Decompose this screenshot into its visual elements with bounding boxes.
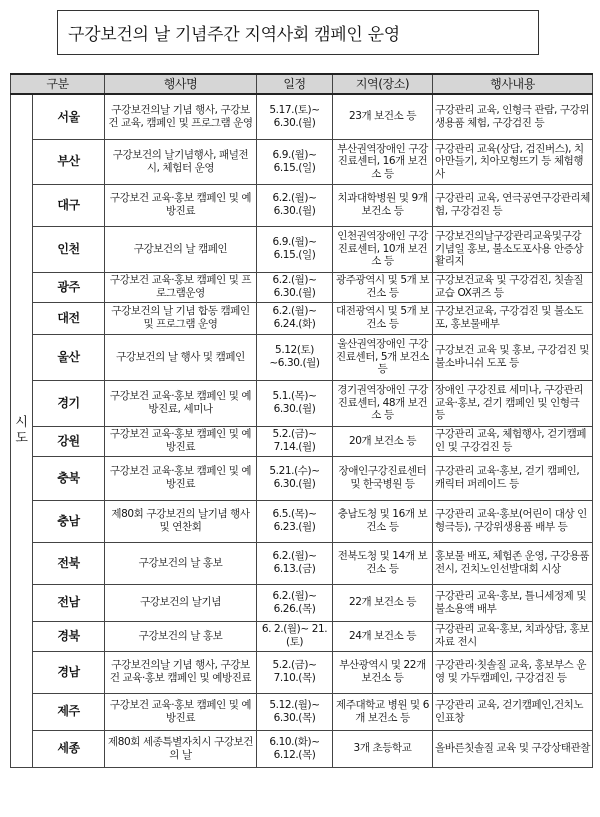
table-row — [11, 730, 593, 767]
region-cell: 경기 — [33, 380, 105, 426]
date-cell: 6.2.(월)~ 6.24.(화) — [257, 302, 333, 334]
date-cell: 6. 2.(월)~ 21.(토) — [257, 621, 333, 651]
location-cell: 광주광역시 및 5개 보건소 등 — [333, 272, 433, 302]
content-cell: 구강보건교육, 구강검진 및 불소도포, 홍보물배부 — [433, 302, 593, 334]
content-cell: 올바른칫솔질 교육 및 구강상태관찰 — [433, 730, 593, 767]
date-cell: 5.17.(토)~ 6.30.(월) — [257, 94, 333, 139]
table-row — [11, 380, 593, 426]
region-cell: 충북 — [33, 456, 105, 500]
content-cell: 구강보건 교육 및 홍보, 구강검진 및 불소바니쉬 도포 등 — [433, 334, 593, 380]
date-cell: 6.10.(화)~ 6.12.(목) — [257, 730, 333, 767]
table-row — [11, 139, 593, 184]
date-cell: 5.12.(월)~ 6.30.(목) — [257, 693, 333, 730]
region-cell: 전북 — [33, 542, 105, 584]
location-cell: 인천권역장애인 구강진료센터, 10개 보건소 등 — [333, 226, 433, 272]
date-cell: 6.2.(월)~ 6.26.(목) — [257, 584, 333, 621]
table-row — [11, 651, 593, 693]
content-cell: 구강관리 교육, 걷기캠페인,건치노인표창 — [433, 693, 593, 730]
page-title: 구강보건의 날 기념주간 지역사회 캠페인 운영 — [57, 10, 539, 55]
table-row — [11, 184, 593, 226]
event-cell: 구강보건 교육·홍보 캠페인 및 예방진료 — [105, 693, 257, 730]
region-cell: 대구 — [33, 184, 105, 226]
content-cell: 구강관리 교육·홍보(어린이 대상 인형극등), 구강위생용품 배부 등 — [433, 500, 593, 542]
date-cell: 6.2.(월)~ 6.30.(월) — [257, 184, 333, 226]
table-row — [11, 584, 593, 621]
location-cell: 23개 보건소 등 — [333, 94, 433, 139]
campaign-table — [10, 73, 593, 768]
header-date: 일정 — [257, 74, 333, 94]
content-cell: 구강관리 교육, 체험행사, 걷기캠페인 및 구강검진 등 — [433, 426, 593, 456]
location-cell: 24개 보건소 등 — [333, 621, 433, 651]
region-cell: 제주 — [33, 693, 105, 730]
date-cell: 6.9.(월)~ 6.15.(일) — [257, 139, 333, 184]
content-cell: 구강관리 교육·홍보, 걷기 캠페인, 캐릭터 퍼레이드 등 — [433, 456, 593, 500]
date-cell: 5.21.(수)~ 6.30.(월) — [257, 456, 333, 500]
event-cell: 구강보건 교육·홍보 캠페인 및 예방진료 — [105, 456, 257, 500]
table-row — [11, 94, 593, 139]
table-row — [11, 272, 593, 302]
location-cell: 3개 초등학교 — [333, 730, 433, 767]
category-cell: 시 도 — [11, 94, 33, 767]
date-cell: 5.1.(목)~ 6.30.(월) — [257, 380, 333, 426]
location-cell: 20개 보건소 등 — [333, 426, 433, 456]
date-cell: 6.9.(월)~ 6.15.(일) — [257, 226, 333, 272]
event-cell: 구강보건 교육·홍보 캠페인 및 프로그램운영 — [105, 272, 257, 302]
location-cell: 울산권역장애인 구강진료센터, 5개 보건소 등 — [333, 334, 433, 380]
content-cell: 장애인 구강진료 세미나, 구강관리 교육·홍보, 걷기 캠페인 및 인형극 등 — [433, 380, 593, 426]
location-cell: 충남도청 및 16개 보건소 등 — [333, 500, 433, 542]
table-row — [11, 302, 593, 334]
content-cell: 구강보건교육 및 구강검진, 칫솔질교습 OX퀴즈 등 — [433, 272, 593, 302]
date-cell: 6.2.(월)~ 6.30.(월) — [257, 272, 333, 302]
table-row — [11, 426, 593, 456]
event-cell: 제80회 구강보건의 날기념 행사및 연찬회 — [105, 500, 257, 542]
content-cell: 구강관리 교육, 연극공연구강관리체험, 구강검진 등 — [433, 184, 593, 226]
content-cell: 구강관리 교육·홍보, 틀니세정제 및 불소용액 배부 — [433, 584, 593, 621]
table-row — [11, 621, 593, 651]
content-cell: 홍보물 배포, 체험존 운영, 구강용품 전시, 건치노인선발대회 시상 — [433, 542, 593, 584]
region-cell: 충남 — [33, 500, 105, 542]
content-cell: 구강보건의날구강관리교육및구강기념일 홍보, 불소도포사용 안증상활리지 — [433, 226, 593, 272]
content-cell: 구강관리·칫솔질 교육, 홍보부스 운영 및 가두캠페인, 구강검진 등 — [433, 651, 593, 693]
event-cell: 구강보건의 날 행사 및 캠페인 — [105, 334, 257, 380]
location-cell: 장애인구강진료센터 및 한국병원 등 — [333, 456, 433, 500]
region-cell: 부산 — [33, 139, 105, 184]
table-row — [11, 456, 593, 500]
region-cell: 세종 — [33, 730, 105, 767]
date-cell: 6.5.(목)~ 6.23.(월) — [257, 500, 333, 542]
location-cell: 대전광역시 및 5개 보건소 등 — [333, 302, 433, 334]
table-row — [11, 542, 593, 584]
header-event: 행사명 — [105, 74, 257, 94]
event-cell: 구강보건의 날 캠페인 — [105, 226, 257, 272]
table-row — [11, 226, 593, 272]
region-cell: 경북 — [33, 621, 105, 651]
event-cell: 구강보건 교육·홍보 캠페인 및 예방진료 — [105, 184, 257, 226]
table-row — [11, 693, 593, 730]
region-cell: 서울 — [33, 94, 105, 139]
location-cell: 경기권역장애인 구강진료센터, 48개 보건소 등 — [333, 380, 433, 426]
region-cell: 광주 — [33, 272, 105, 302]
header-category: 구분 — [11, 74, 105, 94]
event-cell: 구강보건 교육·홍보 캠페인 및 예방진료, 세미나 — [105, 380, 257, 426]
content-cell: 구강관리 교육(상담, 검진버스), 치아만들기, 치아모형뜨기 등 체험행사 — [433, 139, 593, 184]
event-cell: 구강보건의 날 홍보 — [105, 621, 257, 651]
table-header-row — [11, 74, 593, 94]
header-content: 행사내용 — [433, 74, 593, 94]
location-cell: 부산권역장애인 구강진료센터, 16개 보건소 등 — [333, 139, 433, 184]
region-cell: 울산 — [33, 334, 105, 380]
location-cell: 제주대학교 병원 및 6개 보건소 등 — [333, 693, 433, 730]
event-cell: 구강보건의 날 기념 합동 캠페인 및 프로그램 운영 — [105, 302, 257, 334]
event-cell: 구강보건 교육·홍보 캠페인 및 예방진료 — [105, 426, 257, 456]
location-cell: 부산광역시 및 22개 보건소 등 — [333, 651, 433, 693]
event-cell: 구강보건의 날기념 — [105, 584, 257, 621]
event-cell: 구강보건의 날 홍보 — [105, 542, 257, 584]
date-cell: 6.2.(월)~ 6.13.(금) — [257, 542, 333, 584]
region-cell: 대전 — [33, 302, 105, 334]
table-row — [11, 334, 593, 380]
location-cell: 치과대학병원 및 9개 보건소 등 — [333, 184, 433, 226]
region-cell: 전남 — [33, 584, 105, 621]
content-cell: 구강관리 교육·홍보, 치과상담, 홍보자료 전시 — [433, 621, 593, 651]
region-cell: 경남 — [33, 651, 105, 693]
event-cell: 구강보건의날 기념 행사, 구강보건 교육, 캠페인 및 프로그램 운영 — [105, 94, 257, 139]
date-cell: 5.12(토) ~6.30.(월) — [257, 334, 333, 380]
location-cell: 전북도청 및 14개 보건소 등 — [333, 542, 433, 584]
region-cell: 강원 — [33, 426, 105, 456]
table-row — [11, 500, 593, 542]
region-cell: 인천 — [33, 226, 105, 272]
header-location: 지역(장소) — [333, 74, 433, 94]
date-cell: 5.2.(금)~ 7.14.(월) — [257, 426, 333, 456]
date-cell: 5.2.(금)~ 7.10.(목) — [257, 651, 333, 693]
location-cell: 22개 보건소 등 — [333, 584, 433, 621]
event-cell: 구강보건의 날기념행사, 패널전시, 체험터 운영 — [105, 139, 257, 184]
event-cell: 구강보건의날 기념 행사, 구강보건 교육·홍보 캠페인 및 예방진료 — [105, 651, 257, 693]
content-cell: 구강관리 교육, 인형극 관람, 구강위생용품 체험, 구강검진 등 — [433, 94, 593, 139]
event-cell: 제80회 세종특별자치시 구강보건의 날 — [105, 730, 257, 767]
